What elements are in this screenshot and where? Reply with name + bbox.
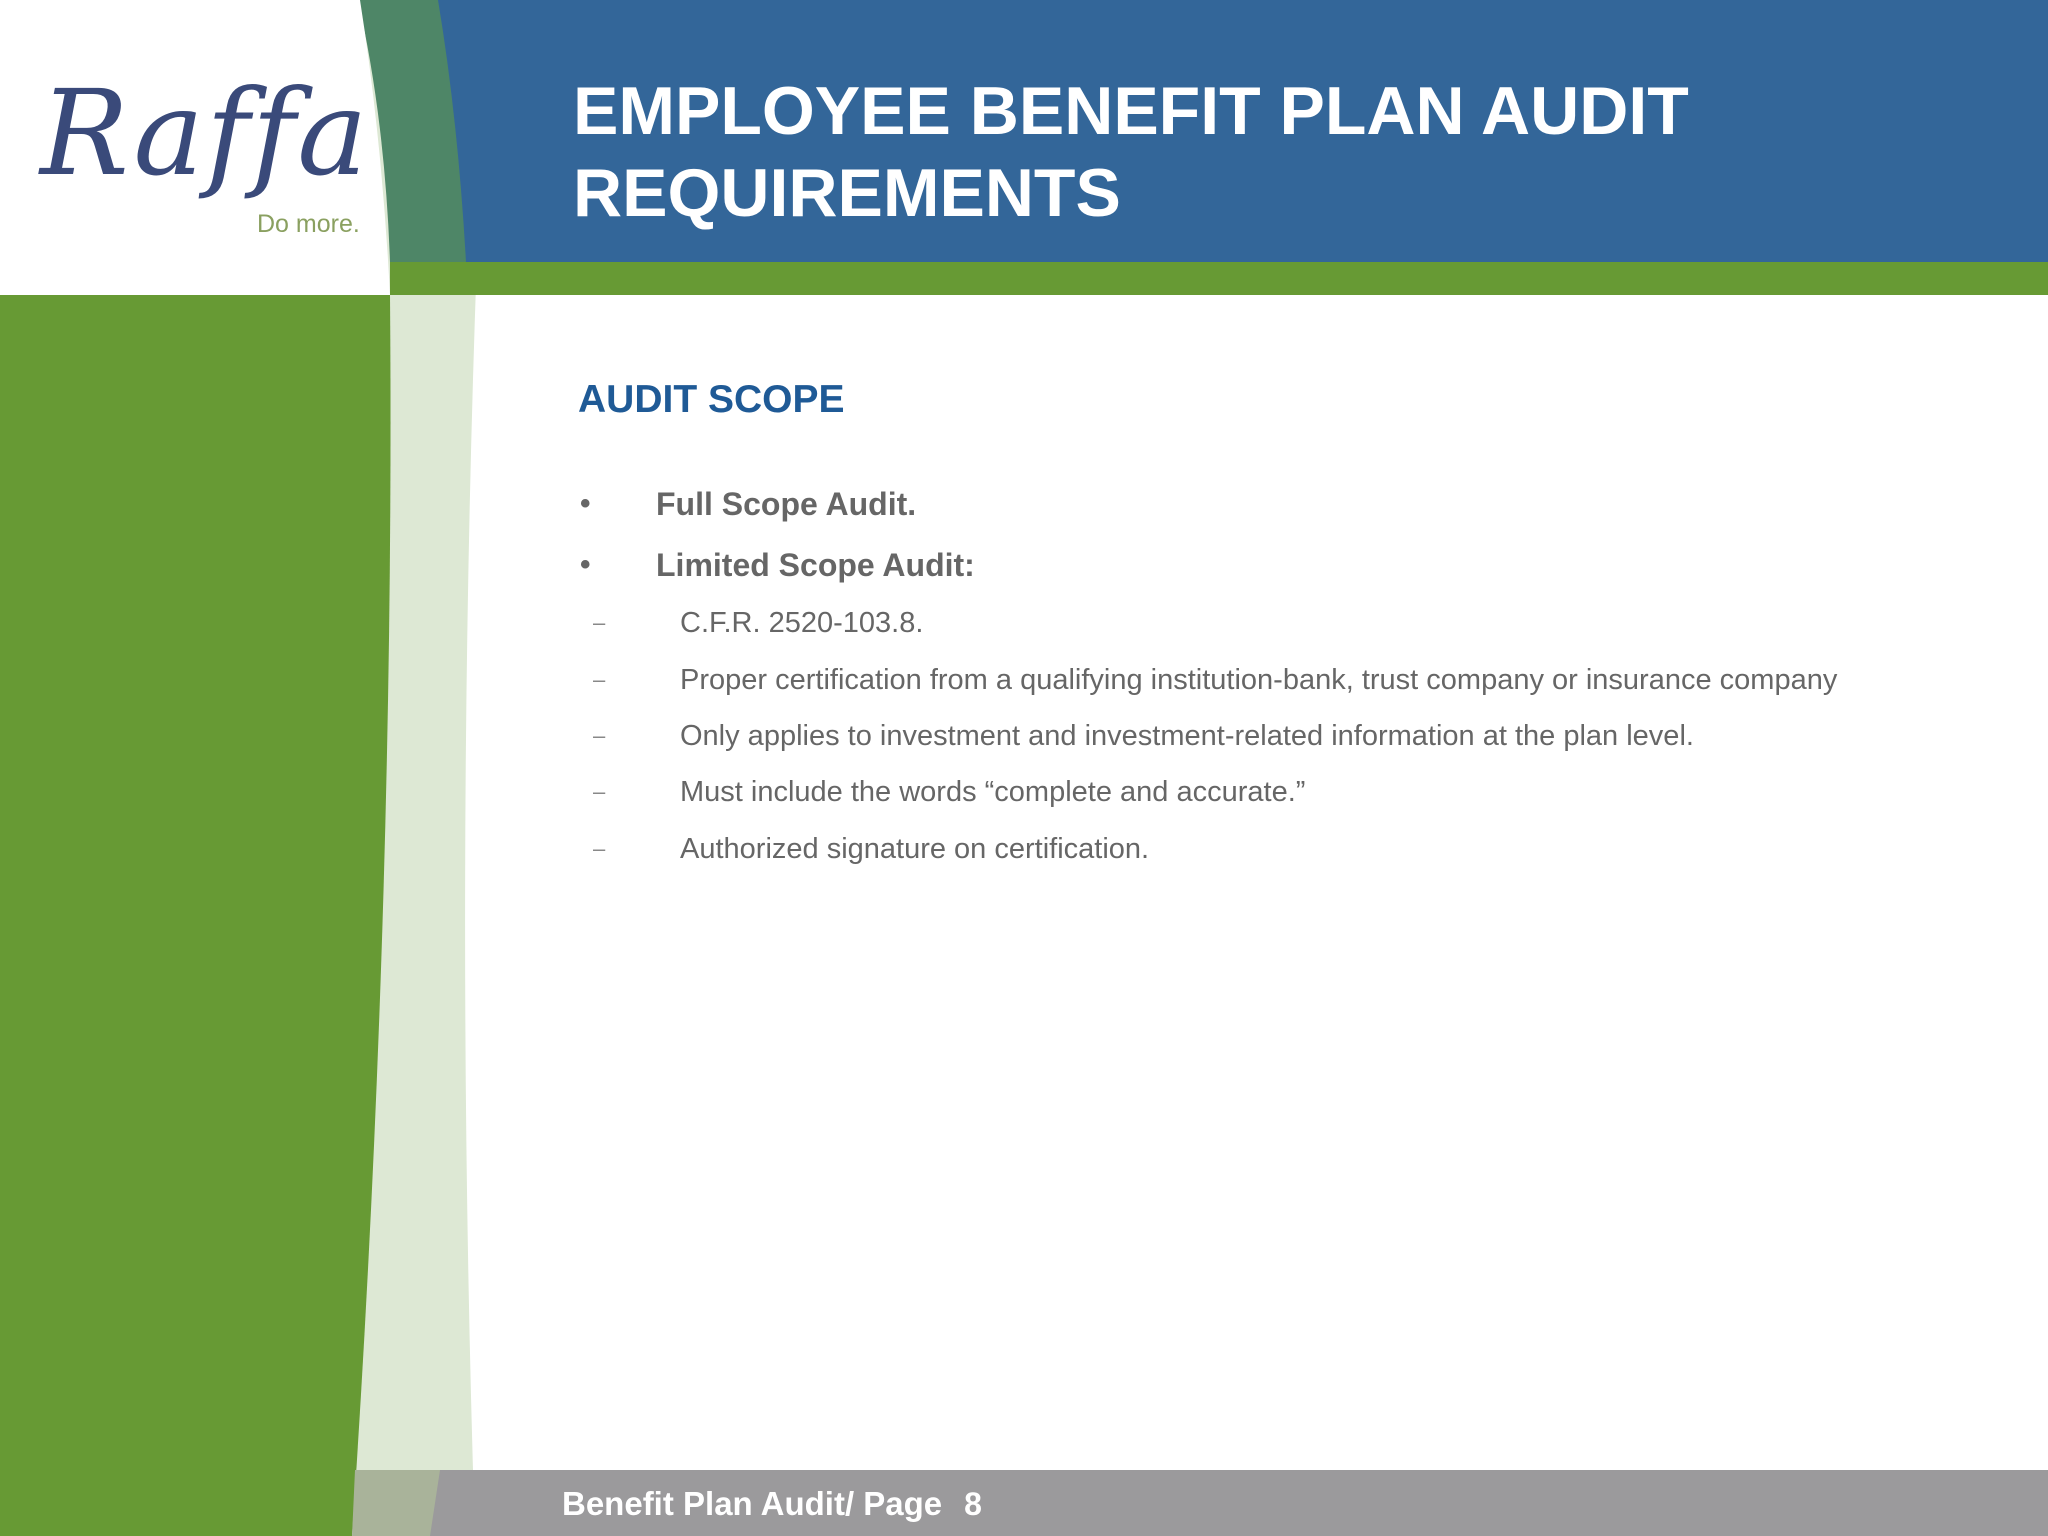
list-item-text: Full Scope Audit. [656,486,917,522]
header-green-stripe [390,262,2048,295]
logo-tagline: Do more. [257,210,360,238]
list-item-text: Authorized signature on certification. [680,833,1150,865]
list-item-text: C.F.R. 2520-103.8. [680,607,924,639]
green-sidebar [0,295,391,1536]
dash-marker: – [593,667,606,692]
list-item-text: Must include the words “complete and accurate.” [680,776,1306,808]
footer-label: Benefit Plan Audit/ Page [562,1485,943,1522]
dash-marker: – [593,836,606,861]
list-item-text: Limited Scope Audit: [656,547,975,583]
footer-bar-fade [352,1470,440,1536]
section-heading: AUDIT SCOPE [578,378,845,421]
dash-marker: – [593,723,606,748]
dash-marker: – [593,779,606,804]
bullet-marker: • [580,548,591,581]
logo-wordmark: Raffa [40,64,370,202]
page-number: 8 [964,1486,982,1522]
list-item-text: Proper certification from a qualifying institution-bank, trust company or insurance company [680,664,1838,696]
bullet-marker: • [580,487,591,520]
list-item-text: Only applies to investment and investment-related information at the plan level. [680,720,1694,752]
footer [562,1484,982,1524]
dash-marker: – [593,610,606,635]
slide-title: EMPLOYEE BENEFIT PLAN AUDIT REQUIREMENTS [573,73,1689,231]
raffa-logo [30,64,370,270]
